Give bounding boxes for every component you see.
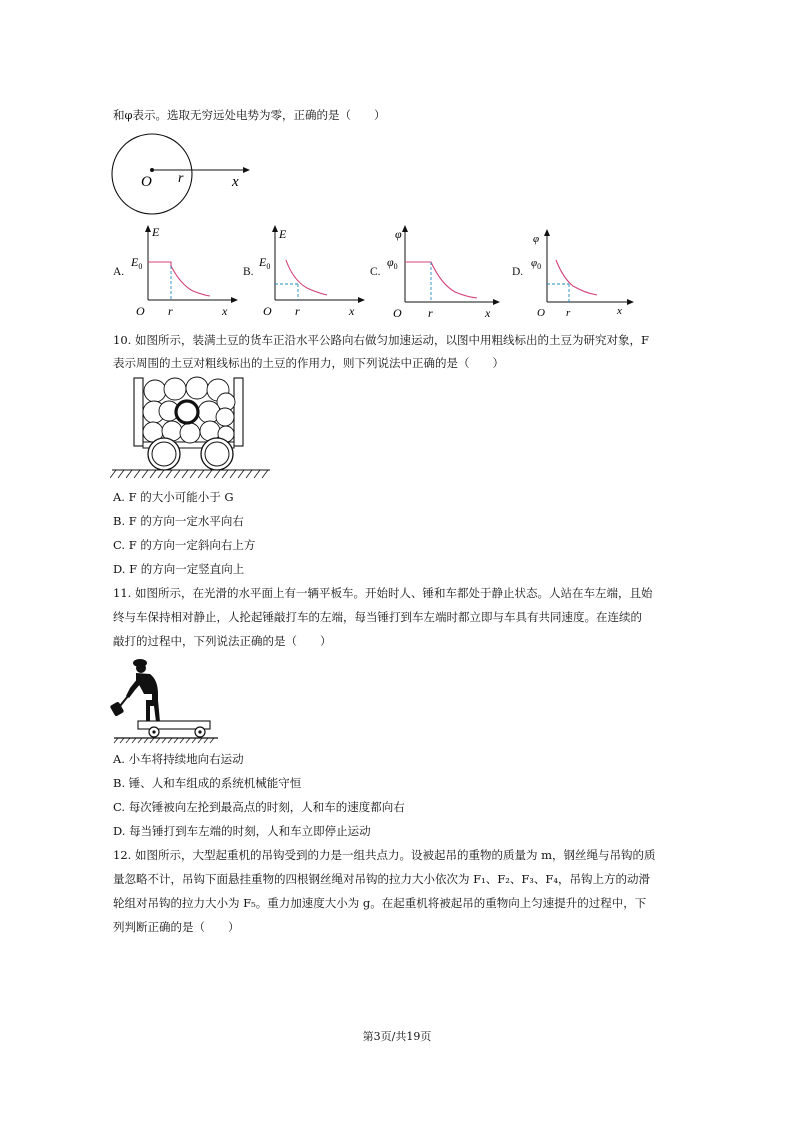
page-footer: 第3页/共19页 (362, 1030, 432, 1043)
q12-stem-line4: 列判断正确的是（ ） (113, 920, 240, 934)
option-c-label[interactable]: C. (370, 266, 381, 278)
q11-stem-line2: 终与车保持相对静止，人抡起锤敲打车的左端，每当锤打到车左端时都立即与车具有共同速度。在连续的 (113, 610, 642, 624)
q12-stem-line1: 12. 如图所示，大型起重机的吊钩受到的力是一组共点力。设被起吊的重物的质量为 m，钢丝绳与吊钩的质 (113, 848, 656, 862)
origin-label: O (141, 174, 152, 190)
q10-option-a[interactable]: A. F 的大小可能小于 G (113, 490, 234, 504)
e-curve (148, 262, 210, 296)
graph-option-b (255, 222, 370, 320)
q11-option-d[interactable]: D. 每当锤打到车左端的时刻，人和车立即停止运动 (113, 824, 371, 838)
y-axis-label: φ (533, 233, 540, 245)
hammer-cart-figure (108, 654, 220, 744)
y-axis-label: φ (395, 227, 402, 241)
x-axis-arrow (243, 167, 250, 173)
level-label: $E_0$ (259, 255, 271, 271)
graph-option-c (385, 222, 505, 320)
origin-label: O (263, 304, 272, 318)
q12-stem-line2: 量忽略不计，吊钩下面悬挂重物的四根钢丝绳对吊钩的拉力大小依次为 F₁、F₂、F₃、F₄，吊钩上方的动滑 (113, 872, 651, 886)
q10-option-b[interactable]: B. F 的方向一定水平向右 (113, 514, 244, 528)
q10-option-c[interactable]: C. F 的方向一定斜向右上方 (113, 538, 256, 552)
x-axis-label: x (222, 304, 228, 318)
level-label: $\varphi_0$ (387, 255, 398, 271)
phi-curve (405, 262, 477, 298)
q11-stem-line1: 11. 如图所示，在光滑的水平面上有一辆平板车。开始时人、锤和车都处于静止状态。人站在车左端，且始 (113, 586, 653, 600)
q11-option-a[interactable]: A. 小车将持续地向右运动 (113, 752, 244, 766)
q12-stem-line3: 轮组对吊钩的拉力大小为 F₅。重力加速度大小为 g。在起重机将被起吊的重物向上匀速提升的过程中，下 (113, 896, 647, 910)
r-label: r (168, 304, 173, 318)
phi-curve (556, 260, 597, 295)
circle-diagram (108, 132, 258, 218)
graph-option-d (527, 226, 642, 320)
origin-label: O (537, 307, 545, 319)
radius-label: r (178, 171, 184, 186)
q11-stem-line3: 敲打的过程中，下列说法正确的是（ ） (113, 634, 332, 648)
level-label: $\varphi_0$ (531, 257, 542, 271)
graph-option-a (128, 222, 243, 320)
q10-stem-line2: 表示周围的土豆对粗线标出的土豆的作用力，则下列说法中正确的是（ ） (113, 356, 504, 370)
q11-option-c[interactable]: C. 每次锤被向左抡到最高点的时刻，人和车的速度都向右 (113, 800, 405, 814)
q10-option-d[interactable]: D. F 的方向一定竖直向上 (113, 562, 245, 576)
x-axis-label: x (349, 304, 355, 318)
option-b-label[interactable]: B. (243, 266, 254, 278)
option-a-label[interactable]: A. (113, 266, 125, 278)
r-label: r (295, 304, 300, 318)
e-curve (286, 260, 327, 295)
potato-truck-figure (110, 374, 272, 480)
option-d-label[interactable]: D. (512, 266, 524, 278)
highlighted-potato (176, 401, 198, 423)
y-axis-label: E (152, 225, 160, 239)
q10-stem-line1: 10. 如图所示，装满土豆的货车正沿水平公路向右做匀加速运动，以图中用粗线标出的土豆为研究对象，F (113, 333, 649, 347)
y-axis-label: E (279, 227, 287, 241)
r-label: r (428, 306, 433, 320)
x-label: x (232, 174, 239, 190)
origin-label: O (393, 306, 402, 320)
x-axis-label: x (617, 305, 622, 317)
q9-stem-tail: 和φ表示。选取无穷远处电势为零，正确的是（ ） (113, 108, 386, 122)
q11-option-b[interactable]: B. 锤、人和车组成的系统机械能守恒 (113, 776, 302, 790)
level-label: $E_0$ (131, 255, 143, 271)
r-label: r (566, 307, 571, 319)
x-axis-label: x (485, 306, 491, 320)
origin-label: O (136, 304, 145, 318)
